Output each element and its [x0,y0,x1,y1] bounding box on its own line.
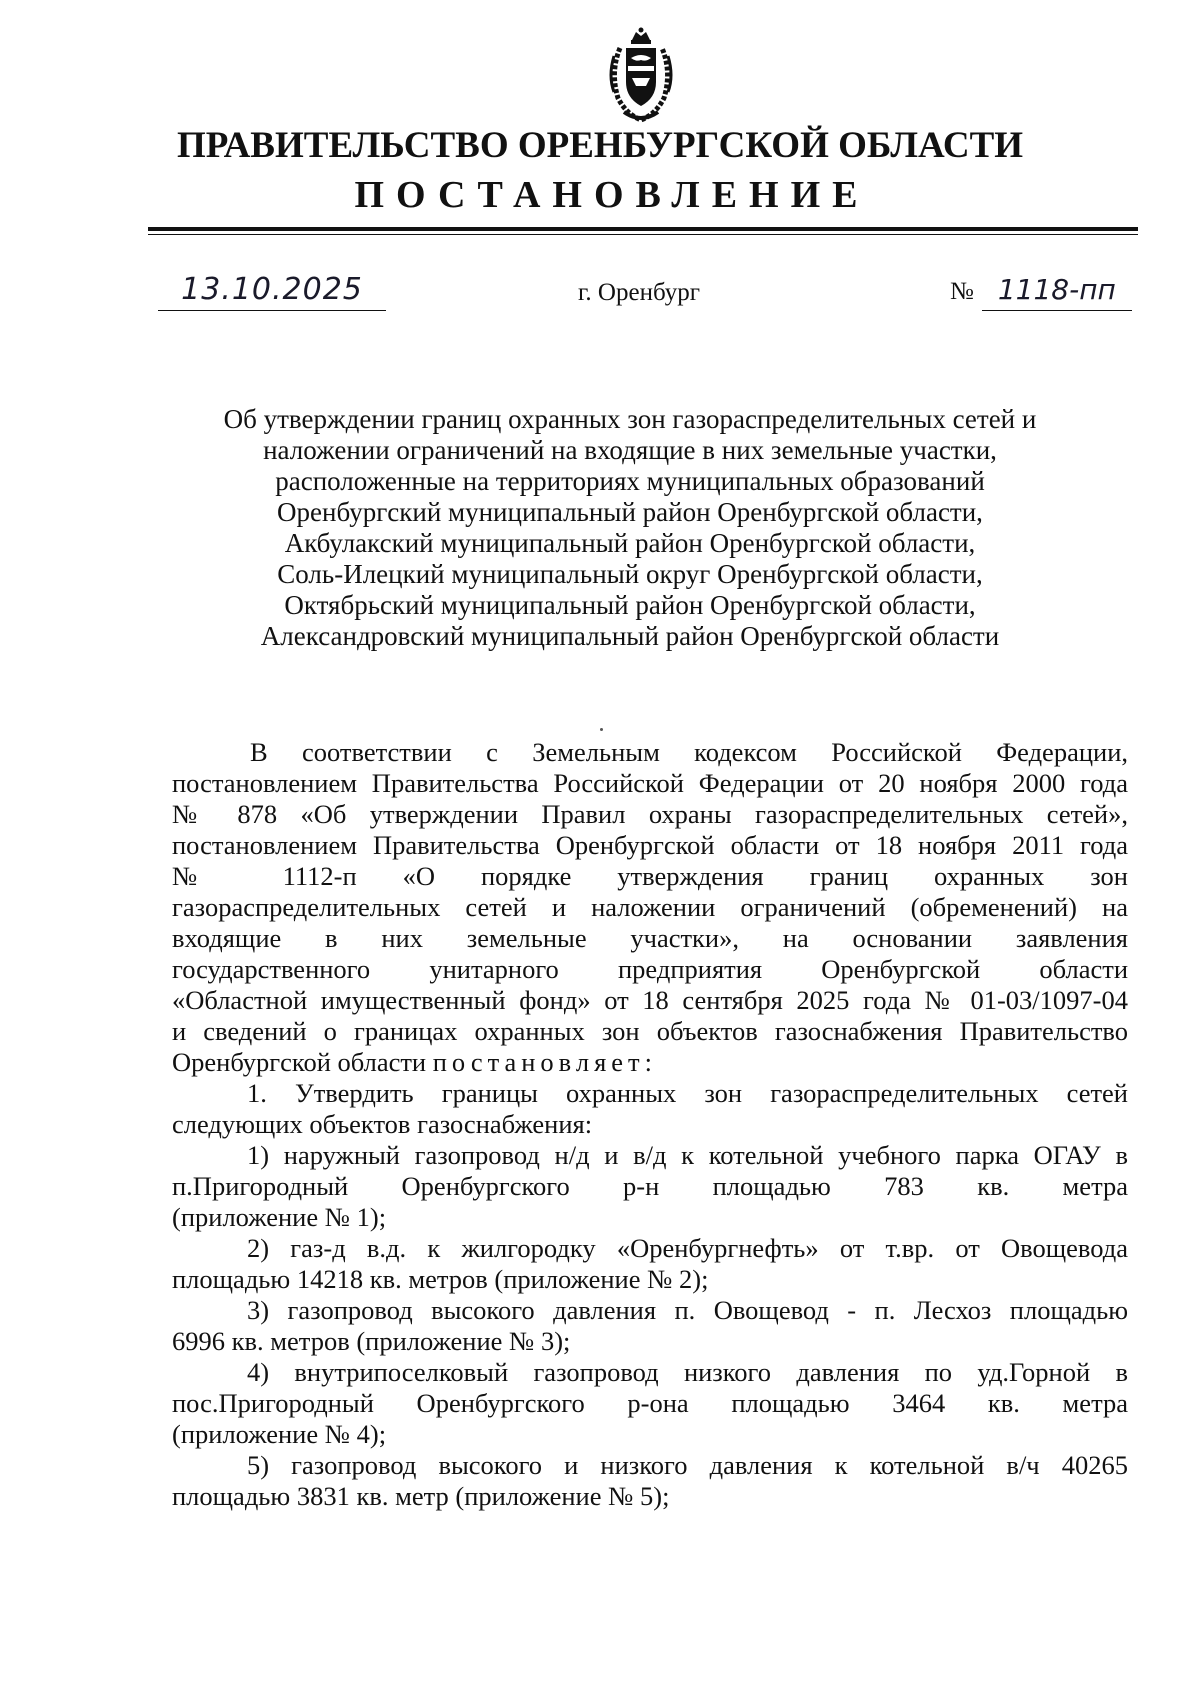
document-body [172,737,1128,1512]
subitem-line: 3) газопровод высокого давления п. Овощевод - п. Лесхоз площадью [247,1295,1128,1325]
subitem-line: 5) газопровод высокого и низкого давления к котельной в/ч 40265 [247,1450,1128,1480]
subject-line: Об утверждении границ охранных зон газораспределительных сетей и [223,404,1037,434]
header-divider-thin [148,234,1138,235]
document-date: 13.10.2025 [158,270,386,311]
subject-line: Октябрьский муниципальный район Оренбургской области, [284,590,976,620]
preamble-line: государственного унитарного предприятия Оренбургской области [172,954,1128,984]
item-line: 1. Утвердить границы охранных зон газораспределительных сетей [247,1078,1128,1108]
preamble-line: постановлением Правительства Российской Федерации от 20 ноября 2000 года [172,768,1128,798]
preamble-closing-line [172,1047,1128,1078]
document-type-heading: ПОСТАНОВЛЕНИЕ [354,174,870,216]
subitem-line: 4) внутрипоселковый газопровод низкого давления по уд.Горной в [247,1357,1128,1387]
preamble-line: № 878 «Об утверждении Правил охраны газораспределительных сетей», [172,799,1128,829]
subitem-line: (приложение № 1); [172,1202,387,1232]
subject-line: наложении ограничений на входящие в них земельные участки, [263,435,997,465]
preamble-last: Оренбургской области [172,1047,427,1077]
subitem-line: 1) наружный газопровод н/д и в/д к котельной учебного парка ОГАУ в [247,1140,1128,1170]
preamble-line: постановлением Правительства Оренбургской области от 18 ноября 2011 года [172,830,1128,860]
decree-word: постановляет: [432,1047,657,1077]
preamble-line: входящие в них земельные участки», на основании заявления [172,923,1128,953]
subject-line: расположенные на территориях муниципальных образований [275,466,985,496]
preamble-line: «Областной имущественный фонд» от 18 сентября 2025 года № 01-03/1097-04 [172,985,1128,1015]
document-subject [190,404,1070,652]
subitem-line: 2) газ-д в.д. к жилгородку «Оренбургнефть» от т.вр. от Овощевода [247,1233,1128,1263]
subject-line: Акбулакский муниципальный район Оренбургской области, [284,528,976,558]
government-title: ПРАВИТЕЛЬСТВО ОРЕНБУРГСКОЙ ОБЛАСТИ [176,125,1024,166]
subitem-line: 6996 кв. метров (приложение № 3); [172,1326,571,1356]
document-number-value: 1118-пп [982,270,1132,311]
subject-line: Александровский муниципальный район Оренбургской области [260,621,1000,651]
header-divider [148,227,1138,231]
subitem-line: п.Пригородный Оренбургского р-н площадью 783 кв. метра [172,1171,1128,1201]
document-number [950,270,1132,310]
document-city: г. Оренбург [578,279,700,306]
preamble-line: № 1112-п «О порядке утверждения границ охранных зон [172,861,1128,891]
preamble-line: газораспределительных сетей и наложении ограничений (обременений) на [172,892,1128,922]
preamble-line: В соответствии с Земельным кодексом Российской Федерации, [250,737,1128,767]
item-line: следующих объектов газоснабжения: [172,1109,593,1139]
coat-of-arms-icon [606,26,676,124]
subitem-line: (приложение № 4); [172,1419,387,1449]
subitem-line: площадью 14218 кв. метров (приложение № 2); [172,1264,709,1294]
subject-line: Оренбургский муниципальный район Оренбургской области, [277,497,983,527]
preamble-line: и сведений о границах охранных зон объектов газоснабжения Правительство [172,1016,1128,1046]
number-sign: № [950,278,974,305]
subitem-line: пос.Пригородный Оренбургского р-она площадью 3464 кв. метра [172,1388,1128,1418]
subitem-line: площадью 3831 кв. метр (приложение № 5); [172,1481,670,1511]
scan-speck [600,728,603,731]
subject-line: Соль-Илецкий муниципальный округ Оренбургской области, [277,559,983,589]
